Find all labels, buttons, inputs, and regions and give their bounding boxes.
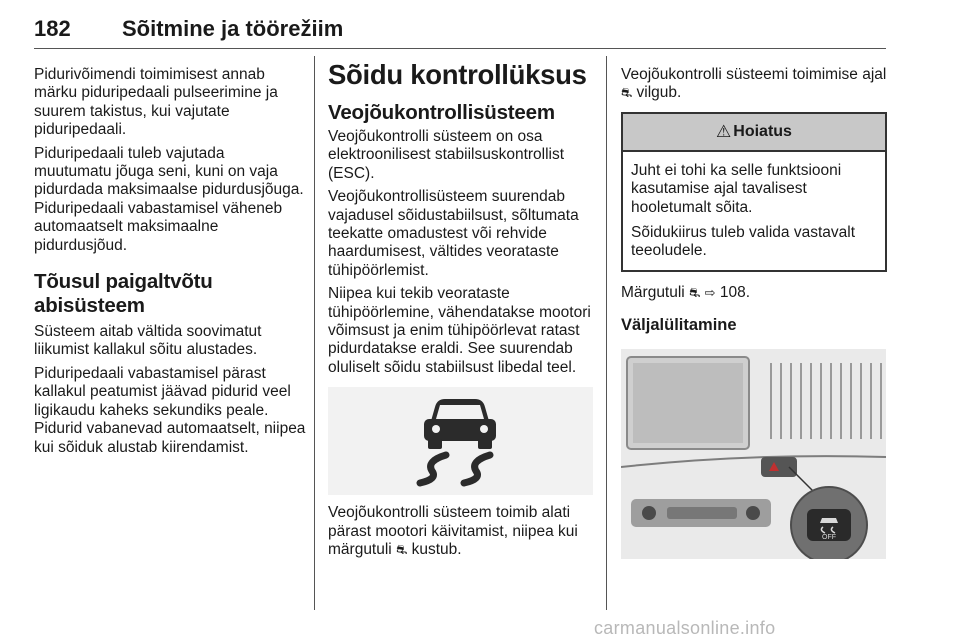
page-header [34, 10, 886, 46]
chapter-title: Sõidu kontrollüksus [328, 59, 587, 90]
column-1 [34, 66, 306, 457]
section-heading: Tõusul paigaltvõtu abisüsteem [34, 270, 213, 318]
column-divider-1 [314, 56, 315, 610]
column-divider-2 [606, 56, 607, 610]
subsection-heading: Väljalülitamine [621, 316, 737, 335]
cross-reference: Märgutuli ⛐ ⇨ 108. [621, 283, 750, 301]
column-3 [621, 66, 889, 559]
warning-header [623, 114, 885, 152]
traction-warning-lamp-icon: ⛐ [621, 85, 633, 101]
paragraph: Veojõukontrolli süsteem toimib alati pärast mootori käivitamist, niipea kui märgutuli ⛐ kustub. [328, 504, 578, 559]
paragraph: Veojõukontrolli süsteem on osa elektroonilisest stabiilsuskontrollist (ESC). [328, 128, 565, 182]
traction-control-symbol-panel [328, 387, 593, 495]
column-2 [328, 60, 598, 560]
warning-paragraph: Sõidukiirus tuleb valida vastavalt teeoludele. [631, 224, 856, 260]
warning-box [621, 112, 887, 272]
dashboard-photo [621, 349, 886, 559]
paragraph: Pidurivõimendi toimimisest annab märku piduripedaali pulseerimine ja suurem takistus, kui vajutate piduripedaali. [34, 66, 278, 139]
traction-warning-lamp-icon: ⛐ [396, 542, 408, 558]
warning-triangle-icon: ⚠ [716, 121, 732, 141]
warning-paragraph: Juht ei tohi ka selle funktsiooni kasutamise ajal tavalisest hooletumalt sõita. [631, 161, 842, 216]
section-heading: Veojõukontrollisüsteem [328, 101, 555, 124]
warning-body [623, 152, 885, 270]
section-title: Sõitmine ja töörežiim [122, 16, 344, 41]
header-rule [34, 48, 886, 49]
page-number: 182 [34, 16, 71, 41]
paragraph: Niipea kui tekib veorataste tühipöörlemine, vähendatakse mootori võimsust ja enim tühipöörlevat ratast pidurdatakse eraldi. See suurendab oluliselt sõidu stabiilsust libedal teel. [328, 285, 591, 376]
paragraph: Piduripedaali vabastamisel pärast kallakul peatumist jäävad pidurid veel ligikaudu kaheks sekundiks peale. Pidurid vabanevad automaatselt, niipea kui sõiduk alustab kiirendamist. [34, 364, 306, 456]
dashboard-illustration [621, 349, 886, 559]
paragraph: Veojõukontrollisüsteem suurendab vajadusel sõidustabiilsust, sõltumata teekatte omadustest või rehvide haardumisest, vältides veorataste tühipöörlemist. [328, 188, 579, 279]
traction-warning-lamp-icon: ⛐ [689, 284, 701, 300]
paragraph: Süsteem aitab vältida soovimatut liikumist kallakul sõitu alustades. [34, 323, 262, 359]
button-off-label: OFF [822, 534, 836, 542]
watermark: carmanualsonline.info [594, 618, 776, 638]
warning-title: Hoiatus [733, 122, 792, 140]
page-reference-arrow-icon: ⇨ [704, 284, 716, 300]
traction-control-icon [328, 387, 593, 495]
paragraph: Piduripedaali tuleb vajutada muutumatu jõuga seni, kuni on vaja pidurdada maksimaalse pidurdusjõuga. Piduripedaali vabastamisel väheneb automaatselt maksimaalne pidurdusjõud. [34, 144, 304, 254]
paragraph: Veojõukontrolli süsteemi toimimise ajal ⛐ vilgub. [621, 66, 887, 102]
